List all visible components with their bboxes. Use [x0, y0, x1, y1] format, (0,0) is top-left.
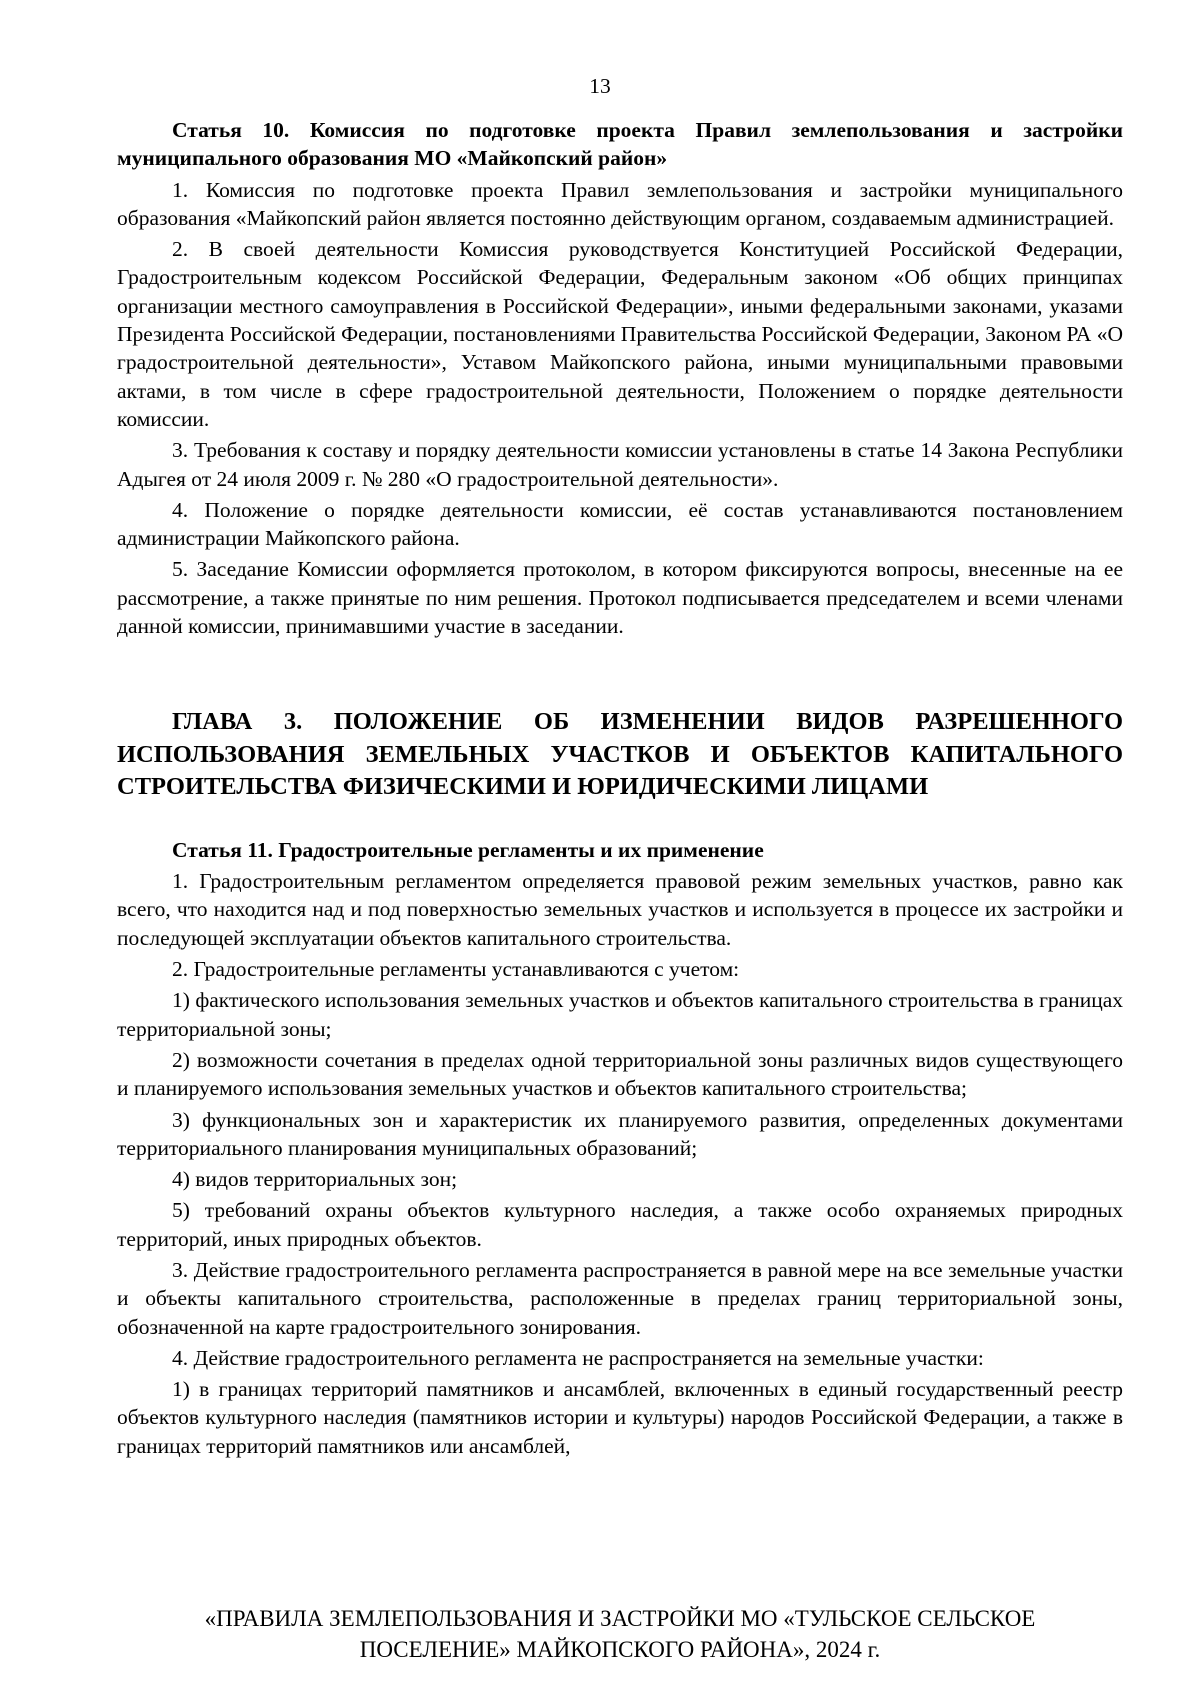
- article-11-paragraph: 2) возможности сочетания в пределах одной территориальной зоны различных видов существующего и планируемого использования земельных участков и объектов капитального строительства;: [117, 1047, 1123, 1101]
- page-footer: [160, 1603, 1080, 1665]
- article-11-paragraph: 5) требований охраны объектов культурного наследия, а также особо охраняемых природных территорий, иных природных объектов.: [117, 1198, 1123, 1251]
- chapter-3-heading: ГЛАВА 3. ПОЛОЖЕНИЕ ОБ ИЗМЕНЕНИИ ВИДОВ РАЗРЕШЕННОГО ИСПОЛЬЗОВАНИЯ ЗЕМЕЛЬНЫХ УЧАСТКОВ И ОБЪЕКТОВ КАПИТАЛЬНОГО СТРОИТЕЛЬСТВА ФИЗИЧЕСКИМИ И ЮРИДИЧЕСКИМИ ЛИЦАМИ: [117, 708, 1123, 801]
- page-number: 13: [589, 74, 611, 98]
- footer-line-1: «ПРАВИЛА ЗЕМЛЕПОЛЬЗОВАНИЯ И ЗАСТРОЙКИ МО «ТУЛЬСКОЕ СЕЛЬСКОЕ: [204, 1606, 1036, 1631]
- article-11-paragraph: 3) функциональных зон и характеристик их планируемого развития, определенных документами территориального планирования муниципальных образований;: [117, 1107, 1123, 1160]
- article-11-paragraph: 1. Градостроительным регламентом определяется правовой режим земельных участков, равно как всего, что находится над и под поверхностью земельных участков и используется в процессе их застройки и последующей эксплуатации объектов капитального строительства.: [117, 869, 1123, 950]
- article-11-paragraph: 2. Градостроительные регламенты устанавливаются с учетом:: [172, 957, 740, 982]
- article-11-paragraph: 4. Действие градостроительного регламента не распространяется на земельные участки:: [172, 1345, 984, 1370]
- page-content: [117, 116, 1123, 1463]
- article-11-title: Статья 11. Градостроительные регламенты и их применение: [172, 837, 764, 862]
- article-10-paragraph: 5. Заседание Комиссии оформляется протоколом, в котором фиксируются вопросы, внесенные на ее рассмотрение, а также принятые по ним решения. Протокол подписывается председателем и всеми членами данной комиссии, принимавшими участие в заседании.: [117, 557, 1123, 639]
- article-10-paragraph: 2. В своей деятельности Комиссия руководствуется Конституцией Российской Федерации, Градостроительным кодексом Российской Федерации, Федеральным законом «Об общих принципах организации местного самоуправления в Российской Федерации», иными федеральными законами, указами Президента Российской Федерации, постановлениями Правительства Российской Федерации, Законом РА «О градостроительной деятельности», Уставом Майкопского района, иными муниципальными правовыми актами, в том числе в сфере градостроительной деятельности, Положением о порядке деятельности комиссии.: [117, 237, 1123, 431]
- article-11-paragraph: 1) фактического использования земельных участков и объектов капитального строительства в границах территориальной зоны;: [117, 988, 1123, 1041]
- article-11-paragraph: 4) видов территориальных зон;: [172, 1167, 458, 1192]
- article-11-paragraph: 3. Действие градостроительного регламента распространяется в равной мере на все земельные участки и объекты капитального строительства, расположенные в пределах границ территориальной зоны, обозначенной на карте градостроительного зонирования.: [117, 1258, 1123, 1339]
- article-11-paragraph: 1) в границах территорий памятников и ансамблей, включенных в единый государственный реестр объектов культурного наследия (памятников истории и культуры) народов Российской Федерации, а также в границах территорий памятников или ансамблей,: [117, 1377, 1123, 1458]
- article-10-paragraph: 4. Положение о порядке деятельности комиссии, её состав устанавливаются постановлением администрации Майкопского района.: [117, 497, 1123, 551]
- article-10-title: Статья 10. Комиссия по подготовке проекта Правил землепользования и застройки муниципального образования МО «Майкопский район»: [117, 118, 1123, 171]
- article-10-paragraph: 3. Требования к составу и порядку деятельности комиссии установлены в статье 14 Закона Республики Адыгея от 24 июля 2009 г. № 280 «О градостроительной деятельности».: [117, 438, 1123, 491]
- article-10-paragraph: 1. Комиссия по подготовке проекта Правил землепользования и застройки муниципального образования «Майкопский район является постоянно действующим органом, создаваемым администрацией.: [117, 177, 1123, 230]
- footer-line-2: ПОСЕЛЕНИЕ» МАЙКОПСКОГО РАЙОНА», 2024 г.: [359, 1637, 881, 1662]
